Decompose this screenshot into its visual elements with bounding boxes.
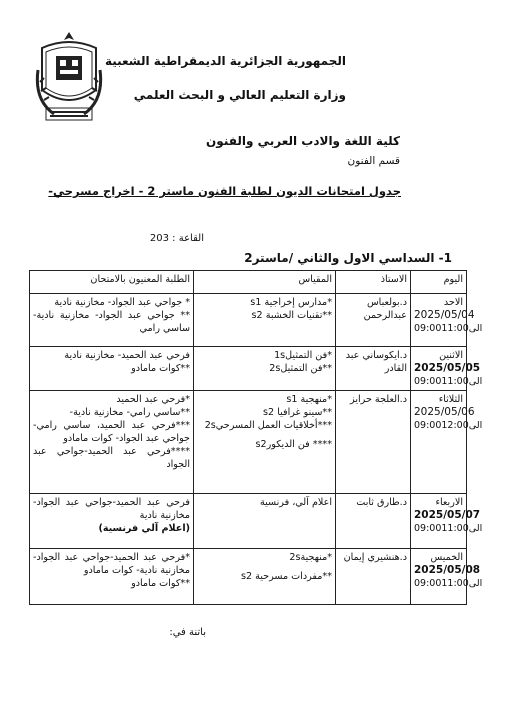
professor-cell <box>336 549 411 605</box>
subject-item: **سينو غرافيا s2 <box>263 407 332 418</box>
table-header-row <box>30 271 467 294</box>
students-item: ***فرحي عبد الحميد، ساسي رامي- جواحي عبد الجواد- كوات مامادو <box>33 420 190 444</box>
exam-date: 2025/05/07 <box>414 509 481 521</box>
professor-cell <box>336 494 411 549</box>
header-subject: المقياس <box>194 271 336 294</box>
section-title: 1- السداسي الاول والثاني /ماستر2 <box>244 251 452 265</box>
students-item: * جواحي عبد الجواد- مخازنية نادية <box>54 297 190 308</box>
subject-item: *منهجية2s <box>289 552 332 563</box>
students-item: ****فرحي عبد الحميد-جواحي عبد الجواد <box>33 446 190 470</box>
professor-cell <box>336 294 411 347</box>
students-item: **كوات مامادو <box>131 363 190 374</box>
ministry-heading: وزارة التعليم العالي و البحث العلمي <box>133 88 346 102</box>
day-cell <box>411 391 483 494</box>
students-item: فرحي عبد الحميد- مخازنية نادية <box>64 350 190 361</box>
document-title: جدول امتحانات الديون لطلبة الفنون ماستر 2 - اخراج مسرحي- <box>48 184 401 198</box>
subject-item: *فن التمثيل1s <box>274 350 332 361</box>
students-item: **ساسي رامي- مخازنية نادية- <box>69 407 190 418</box>
professor-cell <box>336 391 411 494</box>
subject-cell <box>194 549 336 605</box>
exam-date: 2025/05/05 <box>414 362 481 374</box>
university-seal-icon <box>34 30 104 126</box>
table-row <box>30 391 467 494</box>
professor-cell <box>336 347 411 391</box>
header-professor: الاستاذ <box>336 271 411 294</box>
subject-cell <box>194 494 336 549</box>
students-cell <box>30 549 194 605</box>
hall-number: القاعة : 203 <box>149 233 204 244</box>
professor-name: د.ايكوساني عبد القادر <box>345 350 407 374</box>
day-cell <box>411 294 483 347</box>
professor-name: د.هنشيري إيمان <box>343 552 407 563</box>
students-item: (اعلام آلي فرنسية) <box>98 523 190 534</box>
exam-schedule-table <box>29 270 483 605</box>
table-row <box>30 549 467 605</box>
subject-cell <box>194 347 336 391</box>
subject-item: *منهجية s1 <box>286 394 332 405</box>
day-name: الاحد <box>443 297 463 308</box>
header-day: اليوم <box>411 271 467 294</box>
subject-item: **تقنيات الخشبة s2 <box>251 310 332 321</box>
subject-cell <box>194 391 336 494</box>
faculty-name: كلية اللغة والادب العربي والفنون <box>206 134 400 148</box>
header-students: الطلبة المعنيون بالامتحان <box>30 271 194 294</box>
exam-time: 09:00الى11:00 <box>414 376 483 387</box>
exam-date: 2025/05/06 <box>414 406 475 418</box>
subject-cell <box>194 294 336 347</box>
exam-time: 09:00الى11:00 <box>414 523 483 534</box>
students-cell <box>30 391 194 494</box>
republic-heading: الجمهورية الجزائرية الديمقراطية الشعبية <box>104 54 346 68</box>
exam-time: 09:00الى12:00 <box>414 420 483 431</box>
table-row <box>30 494 467 549</box>
day-name: الثلاثاء <box>438 394 463 405</box>
exam-date: 2025/05/04 <box>414 309 475 321</box>
table-row <box>30 347 467 391</box>
exam-time: 09:00الى11:00 <box>414 323 483 334</box>
students-cell <box>30 494 194 549</box>
day-cell <box>411 347 483 391</box>
subject-item: *مدارس إخراجية s1 <box>250 297 332 308</box>
subject-item: ***أخلاقيات العمل المسرحي2s <box>204 420 332 431</box>
table-row <box>30 294 467 347</box>
students-item: فرحي عبد الحميد-جواحي عبد الجواد- مخازنية نادية <box>33 497 190 521</box>
exam-time: 09:00الى11:00 <box>414 578 483 589</box>
day-cell <box>411 549 483 605</box>
exam-date: 2025/05/08 <box>414 564 481 576</box>
professor-name: د.بولعباس عبدالرحمن <box>363 297 407 321</box>
students-cell <box>30 294 194 347</box>
professor-name: د.طارق ثابت <box>356 497 407 508</box>
day-name: الاثنين <box>439 350 463 361</box>
students-item: **كوات مامادو <box>131 578 190 589</box>
professor-name: د.العلجة حرايز <box>350 394 407 405</box>
signature-place-date: باتنة في: <box>169 627 206 638</box>
subject-item: اعلام آلي، فرنسية <box>260 497 332 508</box>
subject-item: **** فن الديكورs2 <box>255 439 332 450</box>
day-name: الخميس <box>430 552 463 563</box>
department-name: قسم الفنون <box>347 155 400 167</box>
subject-item: **فن التمثيل2s <box>269 363 332 374</box>
day-name: الاربعاء <box>435 497 463 508</box>
students-item: *فرحي عبد الحميد-جواحي عبد الجواد- مخازنية نادية- كوات مامادو <box>33 552 190 576</box>
day-cell <box>411 494 483 549</box>
students-item: ** جواحي عبد الجواد- مخازنية نادية- ساسي رامي <box>33 310 190 334</box>
students-cell <box>30 347 194 391</box>
subject-item: **مفردات مسرحية s2 <box>240 571 332 582</box>
students-item: *فرحي عبد الحميد <box>116 394 190 405</box>
